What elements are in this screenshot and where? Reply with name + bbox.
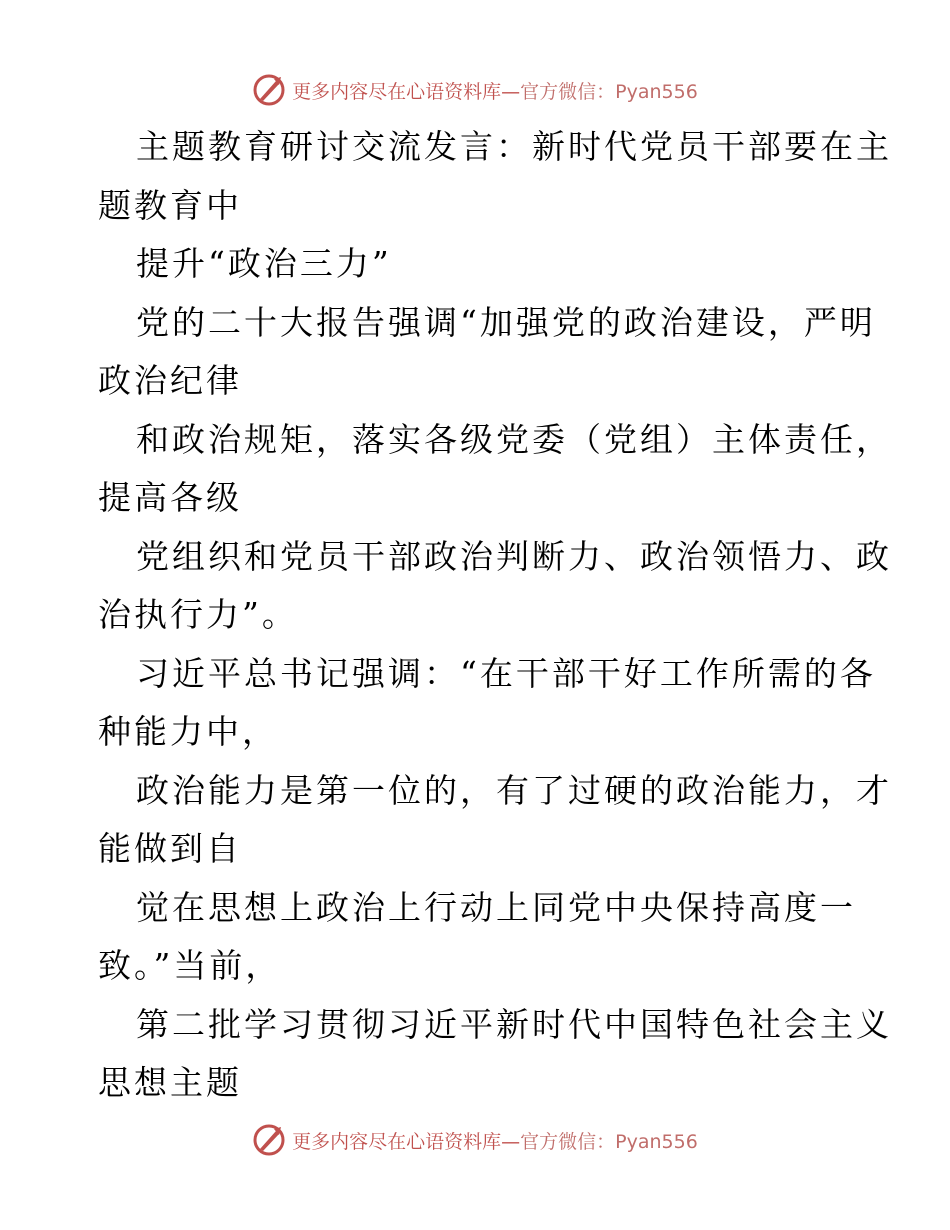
body-line: 致。”当前， <box>98 946 282 985</box>
body-line: 党的二十大报告强调“加强党的政治建设，严明 <box>136 302 876 342</box>
body-line: 提升“政治三力” <box>136 244 392 283</box>
footer-banner-text: 更多内容尽在心语资料库—官方微信：Pyan556 <box>292 1130 698 1153</box>
quill-logo-icon <box>252 1123 286 1157</box>
footer-banner <box>0 1120 950 1160</box>
body-line: 提高各级 <box>98 478 242 517</box>
body-line: 和政治规矩，落实各级党委（党组）主体责任， <box>136 419 892 459</box>
body-line: 题教育中 <box>98 185 242 225</box>
body-line: 思想主题 <box>98 1063 242 1102</box>
body-line: 觉在思想上政治上行动上同党中央保持高度一 <box>136 887 856 927</box>
body-line: 治执行力”。 <box>98 595 298 634</box>
header-wechat-id: 官方微信：Pyan556 <box>520 80 698 103</box>
footer-wechat-id: 官方微信：Pyan556 <box>520 1130 698 1153</box>
body-line: 政治纪律 <box>98 361 242 400</box>
body-line: 习近平总书记强调：“在干部干好工作所需的各 <box>136 653 876 693</box>
quill-logo-icon <box>252 73 286 107</box>
header-banner-text: 更多内容尽在心语资料库—官方微信：Pyan556 <box>292 80 698 103</box>
body-line: 第二批学习贯彻习近平新时代中国特色社会主义 <box>136 1004 892 1044</box>
header-banner <box>0 70 950 110</box>
body-line: 能做到自 <box>98 829 242 868</box>
body-line: 党组织和党员干部政治判断力、政治领悟力、政 <box>136 536 892 576</box>
body-line: 政治能力是第一位的，有了过硬的政治能力，才 <box>136 770 892 810</box>
body-line: 主题教育研讨交流发言：新时代党员干部要在主 <box>136 127 892 166</box>
body-line: 种能力中， <box>98 712 278 751</box>
document-body <box>98 118 892 1113</box>
